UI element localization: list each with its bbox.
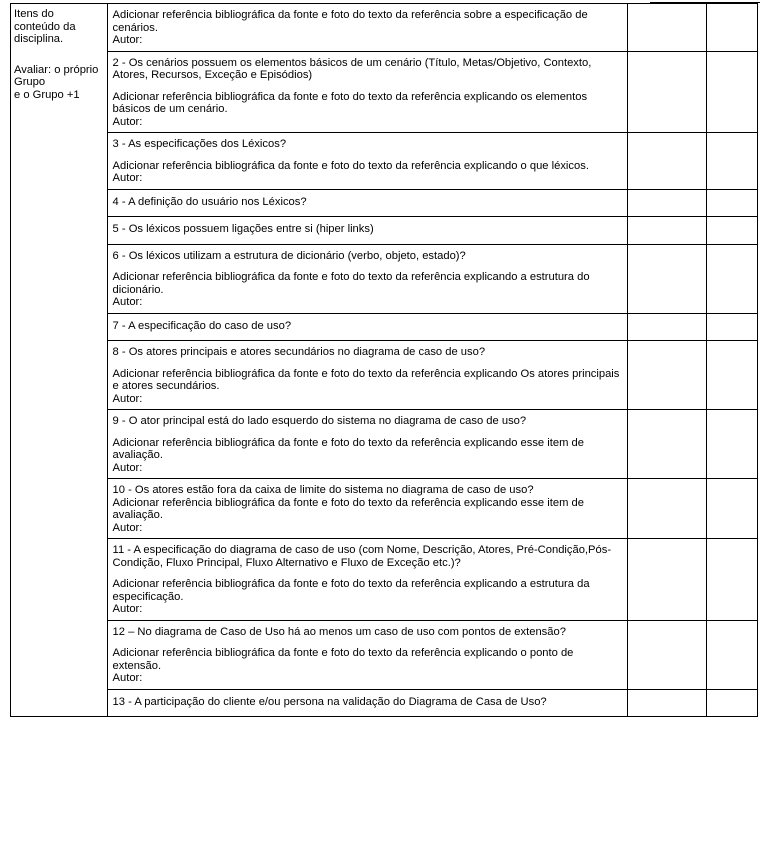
- author-label: Autor:: [112, 672, 143, 684]
- table-row: [11, 133, 758, 190]
- reference-instruction: Adicionar referência bibliográfica da fonte e foto do texto da referência explicando a estrutura da especificação.: [112, 578, 590, 603]
- content-items-label: Itens do conteúdo da disciplina.: [14, 8, 76, 45]
- reference-instruction: Adicionar referência bibliográfica da fonte e foto do texto da referência sobre a especificação de cenários.: [112, 9, 588, 34]
- score-cell[interactable]: [627, 410, 706, 479]
- criteria-question: 8 - Os atores principais e atores secundários no diagrama de caso de uso?: [112, 346, 486, 358]
- reference-instruction: Adicionar referência bibliográfica da fonte e foto do texto da referência explicando o ponto de extensão.: [112, 647, 574, 672]
- check-cell[interactable]: [707, 341, 758, 410]
- score-cell[interactable]: [627, 217, 706, 245]
- score-cell[interactable]: [627, 244, 706, 313]
- table-row: [11, 539, 758, 621]
- score-cell[interactable]: [627, 4, 706, 52]
- score-cell[interactable]: [627, 189, 706, 217]
- check-cell[interactable]: [707, 539, 758, 621]
- check-cell[interactable]: [707, 689, 758, 717]
- criteria-cell: [107, 189, 627, 217]
- reference-instruction: Adicionar referência bibliográfica da fonte e foto do texto da referência explicando o que léxicos.: [112, 159, 589, 172]
- check-cell[interactable]: [707, 244, 758, 313]
- criteria-cell: [107, 133, 627, 190]
- score-cell[interactable]: [627, 539, 706, 621]
- criteria-cell: [107, 313, 627, 341]
- author-label: Autor:: [112, 392, 143, 405]
- reference-instruction: Adicionar referência bibliográfica da fonte e foto do texto da referência explicando os elementos básicos de um cenário.: [112, 90, 588, 115]
- criteria-cell: [107, 689, 627, 717]
- criteria-question: 10 - Os atores estão fora da caixa de limite do sistema no diagrama de caso de uso?: [112, 484, 534, 496]
- author-label: Autor:: [112, 521, 143, 534]
- author-label: Autor:: [112, 34, 143, 46]
- criteria-question: 12 – No diagrama de Caso de Uso há ao menos um caso de uso com pontos de extensão?: [112, 625, 566, 638]
- score-cell[interactable]: [627, 620, 706, 689]
- author-label: Autor:: [112, 172, 143, 184]
- check-cell[interactable]: [707, 410, 758, 479]
- check-cell[interactable]: [707, 133, 758, 190]
- criteria-cell: [107, 51, 627, 133]
- score-cell[interactable]: [627, 689, 706, 717]
- check-cell[interactable]: [707, 51, 758, 133]
- check-cell[interactable]: [707, 313, 758, 341]
- reference-instruction: Adicionar referência bibliográfica da fonte e foto do texto da referência explicando Os atores principais e atores secundários.: [112, 367, 620, 392]
- reference-instruction: Adicionar referência bibliográfica da fonte e foto do texto da referência explicando esse item de avaliação.: [112, 436, 584, 461]
- evaluate-groups-label: Avaliar: o próprio Grupo e o Grupo +1: [14, 63, 99, 101]
- score-cell[interactable]: [627, 133, 706, 190]
- score-cell[interactable]: [627, 313, 706, 341]
- table-row: [11, 620, 758, 689]
- criteria-question: 3 - As especificações dos Léxicos?: [112, 138, 287, 150]
- criteria-question: 7 - A especificação do caso de uso?: [112, 319, 292, 332]
- criteria-question: 6 - Os léxicos utilizam a estrutura de dicionário (verbo, objeto, estado)?: [112, 249, 466, 262]
- check-cell[interactable]: [707, 620, 758, 689]
- score-cell[interactable]: [627, 341, 706, 410]
- criteria-cell: [107, 410, 627, 479]
- reference-instruction: Adicionar referência bibliográfica da fonte e foto do texto da referência explicando a estrutura do dicionário.: [112, 271, 590, 296]
- criteria-cell: [107, 539, 627, 621]
- author-label: Autor:: [112, 603, 143, 615]
- criteria-question: 9 - O ator principal está do lado esquerdo do sistema no diagrama de caso de uso?: [112, 415, 527, 427]
- check-cell[interactable]: [707, 189, 758, 217]
- score-cell[interactable]: [627, 51, 706, 133]
- table-row: [11, 341, 758, 410]
- table-row: [11, 410, 758, 479]
- criteria-cell: [107, 217, 627, 245]
- left-column-cell: [11, 4, 108, 717]
- criteria-cell: [107, 620, 627, 689]
- score-cell[interactable]: [627, 479, 706, 539]
- table-row: [11, 313, 758, 341]
- table-row: [11, 244, 758, 313]
- author-label: Autor:: [112, 461, 143, 474]
- criteria-question: 13 - A participação do cliente e/ou persona na validação do Diagrama de Casa de Uso?: [112, 695, 547, 708]
- check-cell[interactable]: [707, 4, 758, 52]
- table-row: [11, 217, 758, 245]
- author-label: Autor:: [112, 115, 143, 128]
- criteria-cell: [107, 4, 627, 52]
- criteria-question: 2 - Os cenários possuem os elementos básicos de um cenário (Título, Metas/Objetivo, Contexto, Atores, Recursos, Exceção e Episódios): [112, 56, 592, 81]
- criteria-question: 11 - A especificação do diagrama de caso de uso (com Nome, Descrição, Atores, Pré-Condição,Pós-Condição, Fluxo Principal, Fluxo Alternativo e Fluxo de Exceção etc.)?: [112, 544, 612, 569]
- criteria-question: 5 - Os léxicos possuem ligações entre si (hiper links): [112, 223, 374, 235]
- table-row: [11, 689, 758, 717]
- table-row: [11, 189, 758, 217]
- criteria-cell: [107, 341, 627, 410]
- check-cell[interactable]: [707, 217, 758, 245]
- table-row: [11, 51, 758, 133]
- evaluation-criteria-table: [10, 3, 758, 717]
- author-label: Autor:: [112, 296, 143, 308]
- criteria-cell: [107, 244, 627, 313]
- criteria-cell: [107, 479, 627, 539]
- reference-instruction: Adicionar referência bibliográfica da fonte e foto do texto da referência explicando esse item de avaliação.: [112, 496, 584, 521]
- criteria-question: 4 - A definição do usuário nos Léxicos?: [112, 195, 307, 208]
- table-row: [11, 479, 758, 539]
- table-row: [11, 4, 758, 52]
- check-cell[interactable]: [707, 479, 758, 539]
